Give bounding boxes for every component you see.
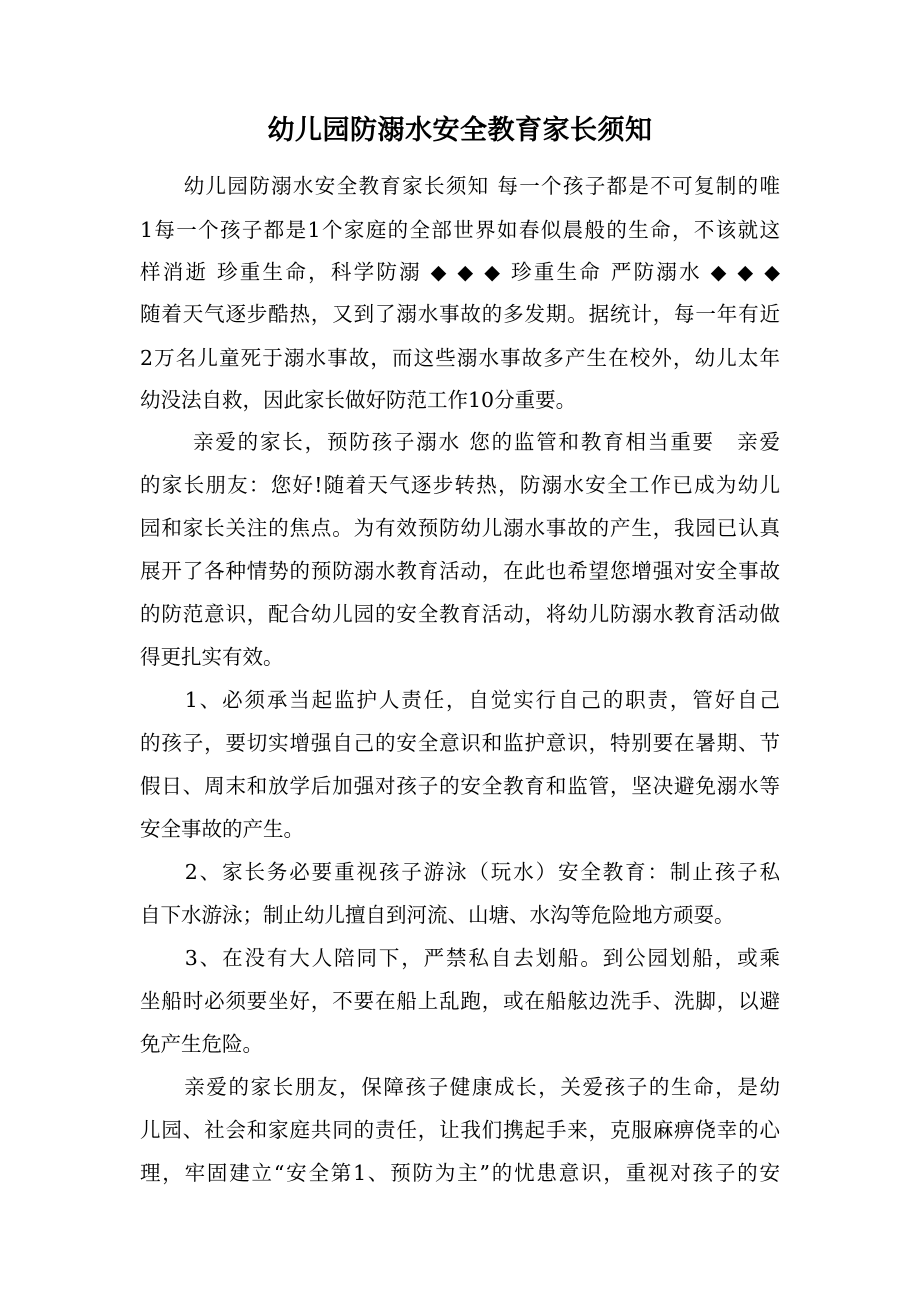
text-line: 幼没法自救，因此家长做好防范工作10分重要。 xyxy=(140,388,577,412)
text-line: 儿园、社会和家庭共同的责任，让我们携起手来，克服麻痹侥幸的心 xyxy=(140,1118,780,1142)
text-line: 1每一个孩子都是1个家庭的全部世界如春似晨般的生命，不该就这 xyxy=(140,218,780,242)
text-line: 坐船时必须要坐好，不要在船上乱跑，或在船舷边洗手、洗脚，以避 xyxy=(140,989,780,1013)
text-line: 的家长朋友：您好!随着天气逐步转热，防溺水安全工作已成为幼儿 xyxy=(140,473,780,497)
text-line: 展开了各种情势的预防溺水教育活动，在此也希望您增强对安全事故 xyxy=(140,559,780,583)
text-line: 得更扎实有效。 xyxy=(140,645,284,669)
text-line: 亲爱的家长朋友，保障孩子健康成长，关爱孩子的生命，是幼 xyxy=(140,1075,780,1099)
text-line: 亲爱的家长，预防孩子溺水 您的监管和教育相当重要 亲爱 xyxy=(140,430,780,454)
text-line: 理，牢固建立“安全第1、预防为主”的忧患意识，重视对孩子的安 xyxy=(140,1161,780,1185)
text-line: 的孩子，要切实增强自己的安全意识和监护意识，特别要在暑期、节 xyxy=(140,731,780,755)
document-title: 幼儿园防溺水安全教育家长须知 xyxy=(267,115,653,146)
text-line: 1、必须承当起监护人责任，自觉实行自己的职责，管好自己 xyxy=(140,688,780,712)
text-line: 样消逝 珍重生命，科学防溺 ◆ ◆ ◆ 珍重生命 严防溺水 ◆ ◆ ◆ xyxy=(140,260,780,284)
text-line: 假日、周末和放学后加强对孩子的安全教育和监管，坚决避免溺水等 xyxy=(140,774,780,798)
text-line: 的防范意识，配合幼儿园的安全教育活动，将幼儿防溺水教育活动做 xyxy=(140,602,780,626)
text-line: 自下水游泳；制止幼儿擅自到河流、山塘、水沟等危险地方顽耍。 xyxy=(140,903,735,927)
text-line: 3、在没有大人陪同下，严禁私自去划船。到公园划船，或乘 xyxy=(140,946,780,970)
text-line: 园和家长关注的焦点。为有效预防幼儿溺水事故的产生，我园已认真 xyxy=(140,516,780,540)
text-line: 幼儿园防溺水安全教育家长须知 每一个孩子都是不可复制的唯 xyxy=(140,174,780,198)
text-line: 随着天气逐步酷热，又到了溺水事故的多发期。据统计，每一年有近 xyxy=(140,302,780,326)
text-line: 免产生危险。 xyxy=(140,1032,263,1056)
text-line: 2、家长务必要重视孩子游泳（玩水）安全教育：制止孩子私 xyxy=(140,860,780,884)
text-line: 2万名儿童死于溺水事故，而这些溺水事故多产生在校外，幼儿太年 xyxy=(140,346,780,370)
text-line: 安全事故的产生。 xyxy=(140,817,304,841)
